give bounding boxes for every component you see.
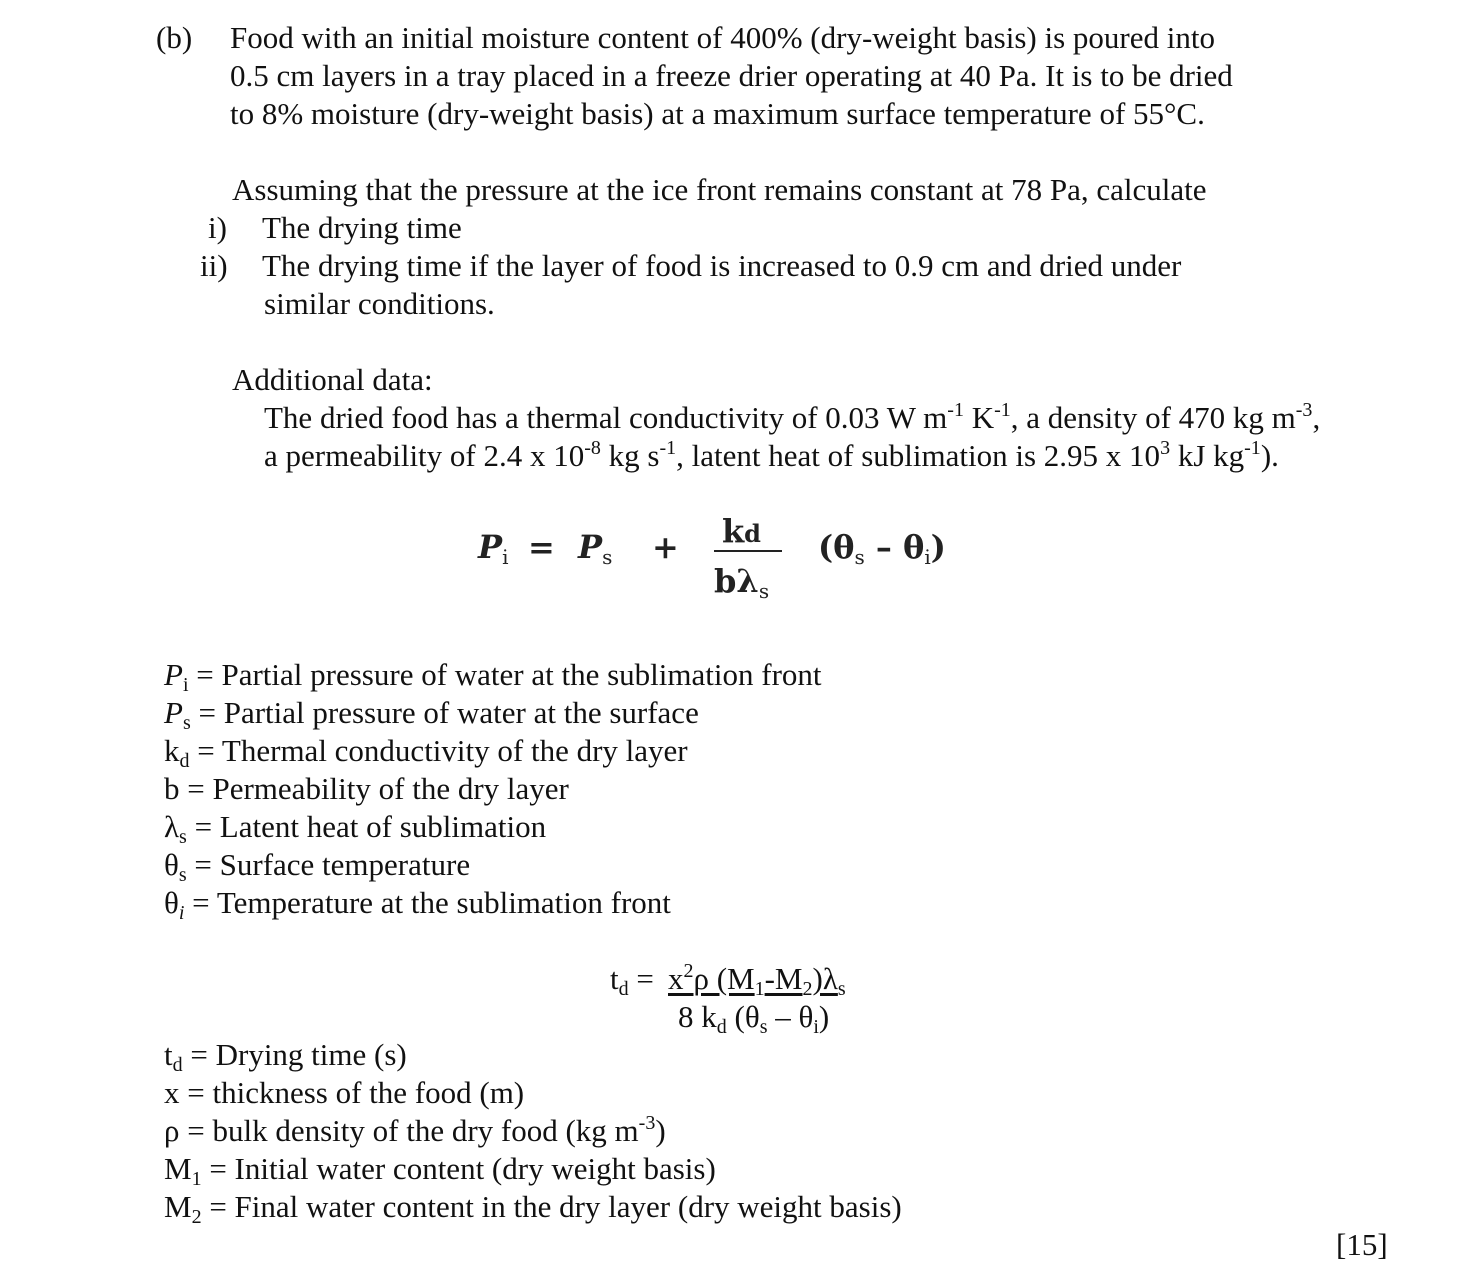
part-2-text: The drying time if the layer of food is increased to 0.9 cm and dried under — [262, 248, 1182, 283]
def-lambda: $\lambda_s$ = Latent heat of sublimation — [164, 809, 547, 848]
def-ps: $P_s$ = Partial pressure of water at the surface — [164, 695, 699, 734]
def-td: $t_d$ = Drying time (s) — [164, 1037, 407, 1076]
assumption-text: Assuming that the pressure at the ice front remains constant at 78 Pa, calculate — [232, 172, 1207, 207]
additional-line-2: a permeability of 2.4 x $10^{-8}$ kg $s^{-1}$, latent heat of sublimation is 2.95 x $10^3$ kJ $kg^{-1}$). — [264, 437, 1279, 473]
eq1-plus: + — [652, 528, 679, 566]
def-m1: $M_1$ = Initial water content (dry weight basis) — [164, 1151, 716, 1190]
def-pi: $P_i$ = Partial pressure of water at the sublimation front — [164, 657, 822, 696]
eq1-difference: $(\theta_s - \theta_i)$ — [818, 528, 946, 569]
eq2-denominator: 8 $k_d$ $(\theta_s - \theta_i)$ — [678, 999, 830, 1038]
def-kd: $k_d$ = Thermal conductivity of the dry layer — [164, 733, 688, 772]
part-2-text-cont: similar conditions. — [264, 286, 495, 321]
part-1-text: The drying time — [262, 210, 462, 245]
eq1-lhs: $P_i$ — [478, 528, 509, 569]
eq2-lhs: $t_d$ = — [610, 961, 654, 1000]
intro-line-2: 0.5 cm layers in a tray placed in a freeze drier operating at 40 Pa. It is to be dried — [230, 58, 1233, 93]
eq2-numerator: $x^2\rho$ $(M_1-M_2)\lambda_s$ — [668, 960, 846, 1000]
eq1-fraction-bar — [714, 550, 782, 552]
eq1-ps: $P_s$ — [578, 528, 613, 569]
part-1-number: i) — [208, 210, 227, 245]
def-theta-s: $\theta_s$ = Surface temperature — [164, 847, 471, 886]
marks-label: [15] — [1336, 1227, 1388, 1262]
eq1-equals: = — [528, 528, 555, 566]
def-theta-i: $\theta_i$ = Temperature at the sublimation front — [164, 885, 671, 924]
additional-line-1: The dried food has a thermal conductivity of 0.03 W $m^{-1}$ $K^{-1}$, a density of 470 kg $m^{-3}$, — [264, 399, 1321, 435]
part-2-number: ii) — [200, 248, 228, 283]
additional-heading: Additional data: — [232, 362, 433, 397]
def-b: b = Permeability of the dry layer — [164, 771, 569, 806]
def-x: x = thickness of the food (m) — [164, 1075, 525, 1110]
intro-line-3: to 8% moisture (dry-weight basis) at a maximum surface temperature of 55°C. — [230, 96, 1205, 131]
def-m2: $M_2$ = Final water content in the dry layer (dry weight basis) — [164, 1189, 902, 1228]
intro-line-1: Food with an initial moisture content of 400% (dry-weight basis) is poured into — [230, 20, 1215, 55]
question-label: (b) — [156, 20, 193, 55]
def-rho: ρ = bulk density of the dry food (kg $m^{-3}$) — [164, 1112, 666, 1148]
eq1-numerator: kd — [722, 512, 761, 550]
eq1-denominator: $b\lambda_s$ — [714, 562, 770, 603]
